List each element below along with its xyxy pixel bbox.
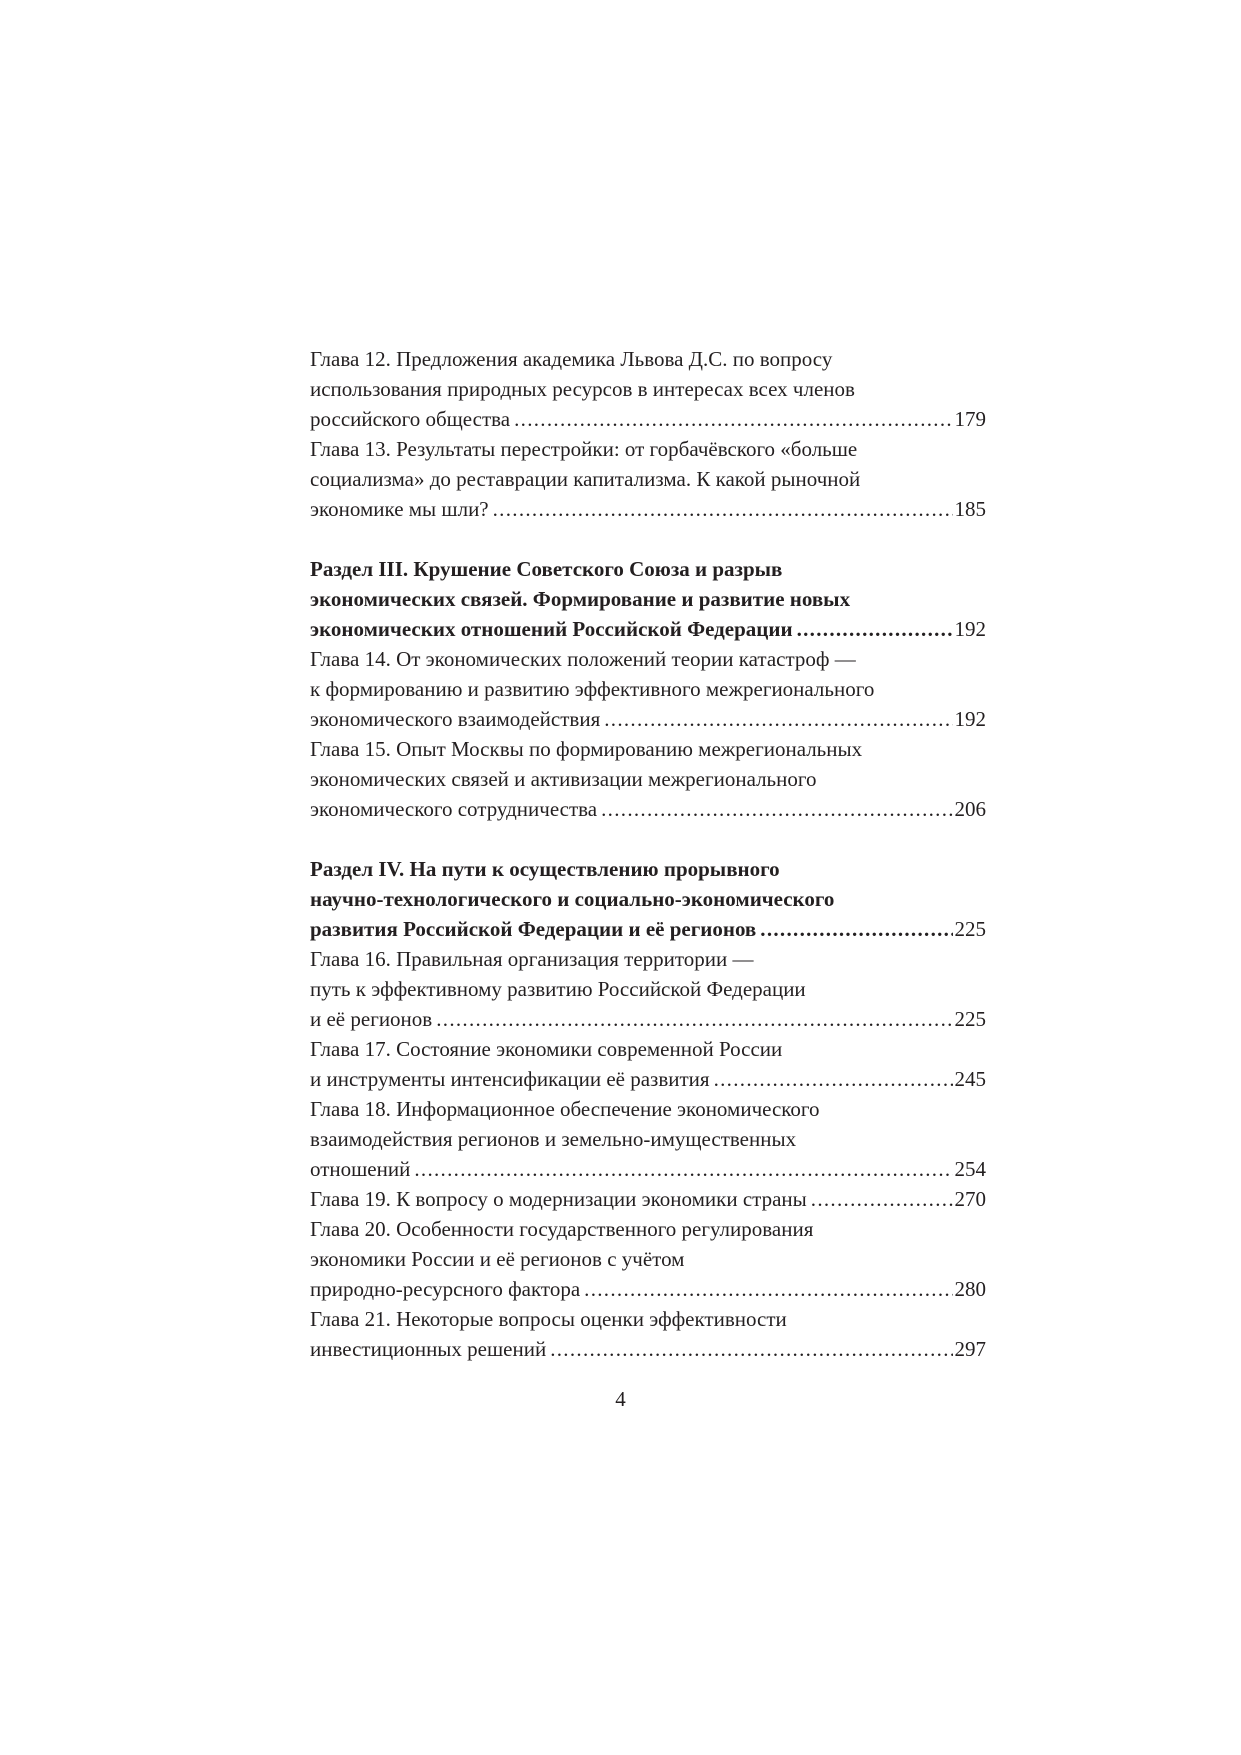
toc-entry-line: экономического взаимодействия (310, 707, 601, 731)
dot-leader (714, 1064, 953, 1094)
toc-page-number: 280 (954, 1277, 986, 1301)
toc-entry-line: Раздел III. Крушение Советского Союза и разрыв (310, 557, 783, 581)
toc-entry-line: природно-ресурсного фактора (310, 1277, 581, 1301)
table-of-contents (310, 344, 986, 1364)
toc-entry-line: экономических связей и активизации межрегионального (310, 767, 817, 791)
toc-entry-line: экономических связей. Формирование и развитие новых (310, 587, 851, 611)
toc-page-number: 192 (954, 617, 986, 641)
toc-entry-line: Глава 21. Некоторые вопросы оценки эффективности (310, 1307, 787, 1331)
toc-entry-leader-line (310, 794, 986, 824)
toc-entry-line: Глава 18. Информационное обеспечение экономического (310, 1097, 820, 1121)
section-gap (310, 524, 986, 554)
toc-entry-line: взаимодействия регионов и земельно-имущественных (310, 1127, 797, 1151)
toc-entry-line: Глава 17. Состояние экономики современной России (310, 1037, 783, 1061)
toc-entry-chapter-17[interactable] (310, 1034, 986, 1094)
toc-page-number: 192 (954, 707, 986, 731)
toc-entry-chapter-19[interactable] (310, 1184, 986, 1214)
toc-entry-leader-line (310, 404, 986, 434)
toc-entry-leader-line (310, 704, 986, 734)
dot-leader (797, 614, 953, 644)
toc-entry-chapter-13[interactable] (310, 434, 986, 524)
toc-entry-line: социализма» до реставрации капитализма. К какой рыночной (310, 467, 861, 491)
dot-leader (414, 1154, 952, 1184)
dot-leader (584, 1274, 952, 1304)
toc-entry-line: Глава 15. Опыт Москвы по формированию межрегиональных (310, 737, 863, 761)
toc-section-4[interactable] (310, 854, 986, 944)
toc-entry-line: и инструменты интенсификации её развития (310, 1067, 710, 1091)
dot-leader (550, 1334, 952, 1364)
toc-entry-line: и её регионов (310, 1007, 433, 1031)
toc-entry-chapter-21[interactable] (310, 1304, 986, 1364)
toc-entry-leader-line (310, 1064, 986, 1094)
toc-page-number: 297 (954, 1337, 986, 1361)
toc-entry-line: Глава 14. От экономических положений теории катастроф — (310, 647, 856, 671)
toc-page-number: 225 (954, 1007, 986, 1031)
toc-entry-line: Глава 16. Правильная организация территории — (310, 947, 754, 971)
toc-entry-line: научно-технологического и социально-экономического (310, 887, 835, 911)
toc-entry-leader-line (310, 1154, 986, 1184)
toc-entry-line: развития Российской Федерации и её регионов (310, 917, 757, 941)
toc-entry-line: отношений (310, 1157, 411, 1181)
dot-leader (811, 1184, 953, 1214)
toc-entry-leader-line (310, 1334, 986, 1364)
toc-page-number: 254 (954, 1157, 986, 1181)
toc-entry-line: экономике мы шли? (310, 497, 489, 521)
toc-entry-chapter-15[interactable] (310, 734, 986, 824)
toc-entry-leader-line (310, 1274, 986, 1304)
toc-entry-line: использования природных ресурсов в интересах всех членов (310, 377, 855, 401)
toc-entry-leader-line (310, 494, 986, 524)
dot-leader (514, 404, 952, 434)
toc-page-number: 225 (954, 917, 986, 941)
toc-entry-line: Глава 20. Особенности государственного регулирования (310, 1217, 814, 1241)
toc-entry-chapter-20[interactable] (310, 1214, 986, 1304)
toc-entry-line: Глава 12. Предложения академика Львова Д.С. по вопросу (310, 347, 833, 371)
dot-leader (760, 914, 952, 944)
toc-entry-line: российского общества (310, 407, 511, 431)
toc-entry-line: Раздел IV. На пути к осуществлению прорывного (310, 857, 780, 881)
toc-entry-chapter-16[interactable] (310, 944, 986, 1034)
toc-entry-chapter-12[interactable] (310, 344, 986, 434)
dot-leader (436, 1004, 952, 1034)
toc-entry-line: к формированию и развитию эффективного межрегионального (310, 677, 875, 701)
toc-page-number: 206 (954, 797, 986, 821)
toc-page-number: 185 (954, 497, 986, 521)
toc-entry-line: путь к эффективному развитию Российской Федерации (310, 977, 806, 1001)
toc-entry-leader-line (310, 914, 986, 944)
toc-entry-line: Глава 13. Результаты перестройки: от горбачёвского «больше (310, 437, 858, 461)
toc-entry-line: экономического сотрудничества (310, 797, 598, 821)
toc-section-3[interactable] (310, 554, 986, 644)
dot-leader (601, 794, 952, 824)
section-gap (310, 824, 986, 854)
dot-leader (604, 704, 952, 734)
toc-entry-line: инвестиционных решений (310, 1337, 547, 1361)
toc-entry-leader-line (310, 1004, 986, 1034)
toc-entry-chapter-18[interactable] (310, 1094, 986, 1184)
toc-entry-line: Глава 19. К вопросу о модернизации экономики страны (310, 1187, 807, 1211)
toc-page-number: 245 (954, 1067, 986, 1091)
toc-entry-leader-line (310, 1184, 986, 1214)
toc-entry-leader-line (310, 614, 986, 644)
toc-entry-line: экономических отношений Российской Федерации (310, 617, 793, 641)
toc-entry-chapter-14[interactable] (310, 644, 986, 734)
toc-entry-line: экономики России и её регионов с учётом (310, 1247, 685, 1271)
dot-leader (493, 494, 953, 524)
toc-page-number: 179 (954, 407, 986, 431)
page-number: 4 (615, 1387, 626, 1411)
toc-page-number: 270 (954, 1187, 986, 1211)
